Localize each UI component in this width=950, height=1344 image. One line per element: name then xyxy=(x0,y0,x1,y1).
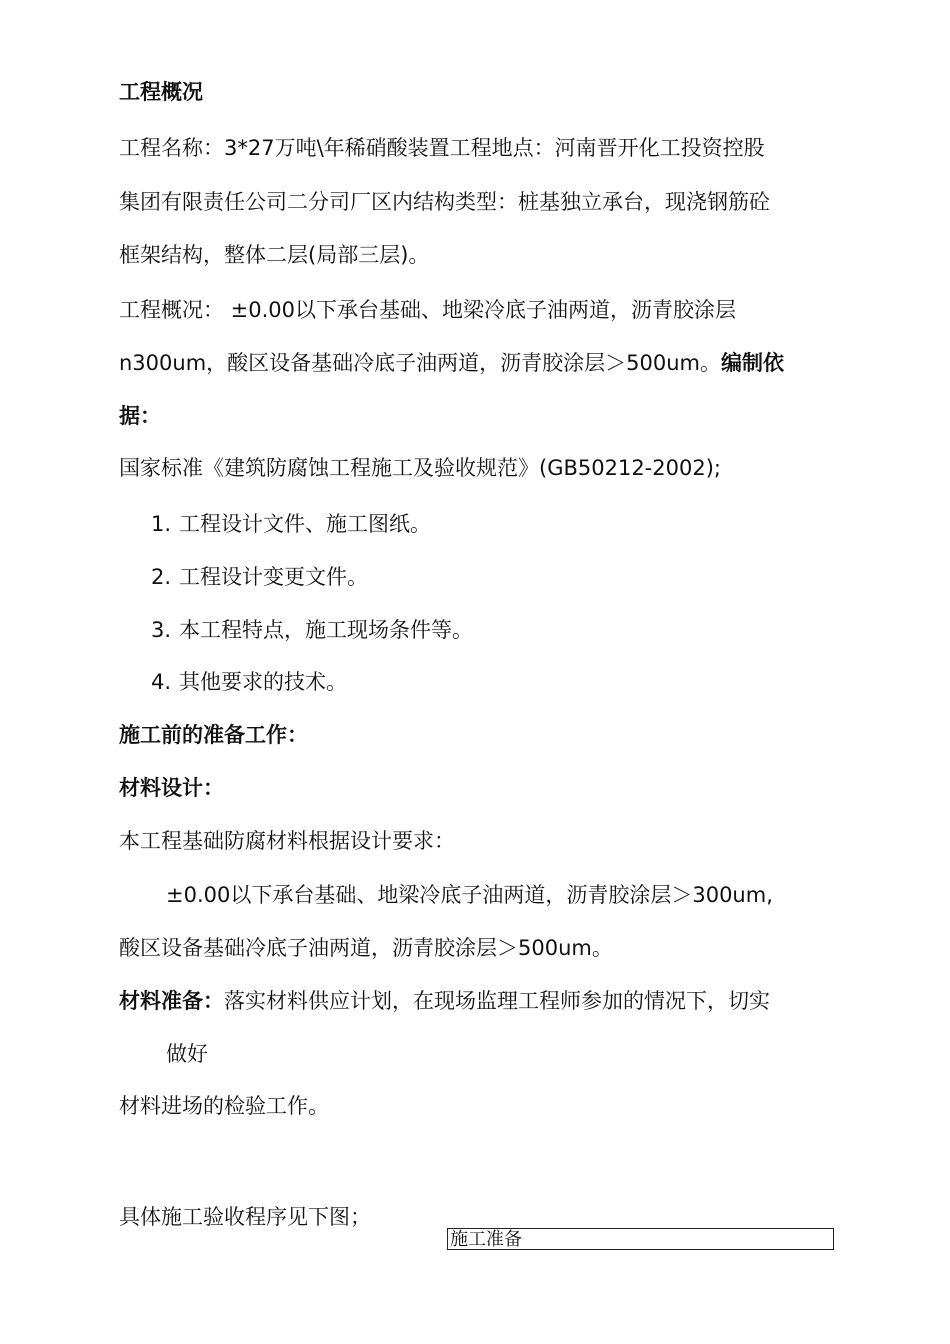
flowchart-box-label: 施工准备 xyxy=(450,1229,522,1250)
overview-line-1: 工程概况： ±0.00以下承台基础、地梁冷底子油两道，沥青胶涂层 xyxy=(119,298,737,322)
preparation-heading: 施工前的准备工作： xyxy=(119,723,308,747)
list-text: 工程设计文件、施工图纸。 xyxy=(179,512,431,536)
list-item xyxy=(151,510,431,538)
procedure-note: 具体施工验收程序见下图； xyxy=(119,1205,371,1229)
material-prep-line-3: 材料进场的检验工作。 xyxy=(119,1094,329,1118)
project-info-line-3: 框架结构，整体二层(局部三层)。 xyxy=(119,243,430,267)
list-item xyxy=(151,616,473,644)
overview-line-2 xyxy=(119,349,784,377)
list-number: 4. xyxy=(151,670,172,694)
list-text: 其他要求的技术。 xyxy=(179,670,347,694)
list-number: 3. xyxy=(151,618,172,642)
material-design-heading: 材料设计： xyxy=(119,776,224,800)
basis-heading-part-2: 据： xyxy=(119,404,161,428)
material-requirement: 本工程基础防腐材料根据设计要求： xyxy=(119,829,455,853)
spec-line-1: ±0.00以下承台基础、地梁冷底子油两道，沥青胶涂层＞300um, xyxy=(166,883,773,907)
spec-line-2: 酸区设备基础冷底子油两道，沥青胶涂层＞500um。 xyxy=(119,936,613,960)
standard-reference: 国家标准《建筑防腐蚀工程施工及验收规范》(GB50212-2002); xyxy=(119,456,721,480)
list-item xyxy=(151,563,368,591)
project-info-line-2: 集团有限责任公司二分司厂区内结构类型：桩基独立承台，现浇钢筋砼 xyxy=(119,190,770,214)
material-prep-label: 材料准备： xyxy=(119,989,224,1013)
material-prep-line-1 xyxy=(119,987,770,1015)
list-number: 2. xyxy=(151,565,172,589)
flowchart-box-construction-prep xyxy=(447,1228,834,1250)
material-prep-text: 落实材料供应计划，在现场监理工程师参加的情况下，切实 xyxy=(224,989,770,1013)
section-heading: 工程概况 xyxy=(119,80,203,104)
list-number: 1. xyxy=(151,512,172,536)
list-text: 本工程特点，施工现场条件等。 xyxy=(179,618,473,642)
list-text: 工程设计变更文件。 xyxy=(179,565,368,589)
basis-heading-part-1: 编制依 xyxy=(721,351,785,375)
material-prep-line-2: 做好 xyxy=(166,1042,208,1066)
list-item xyxy=(151,668,347,696)
project-info-line-1: 工程名称：3*27万吨\年稀硝酸装置工程地点：河南晋开化工投资控股 xyxy=(119,136,765,160)
overview-line-2-text: n300um，酸区设备基础冷底子油两道，沥青胶涂层＞500um。 xyxy=(119,351,722,375)
